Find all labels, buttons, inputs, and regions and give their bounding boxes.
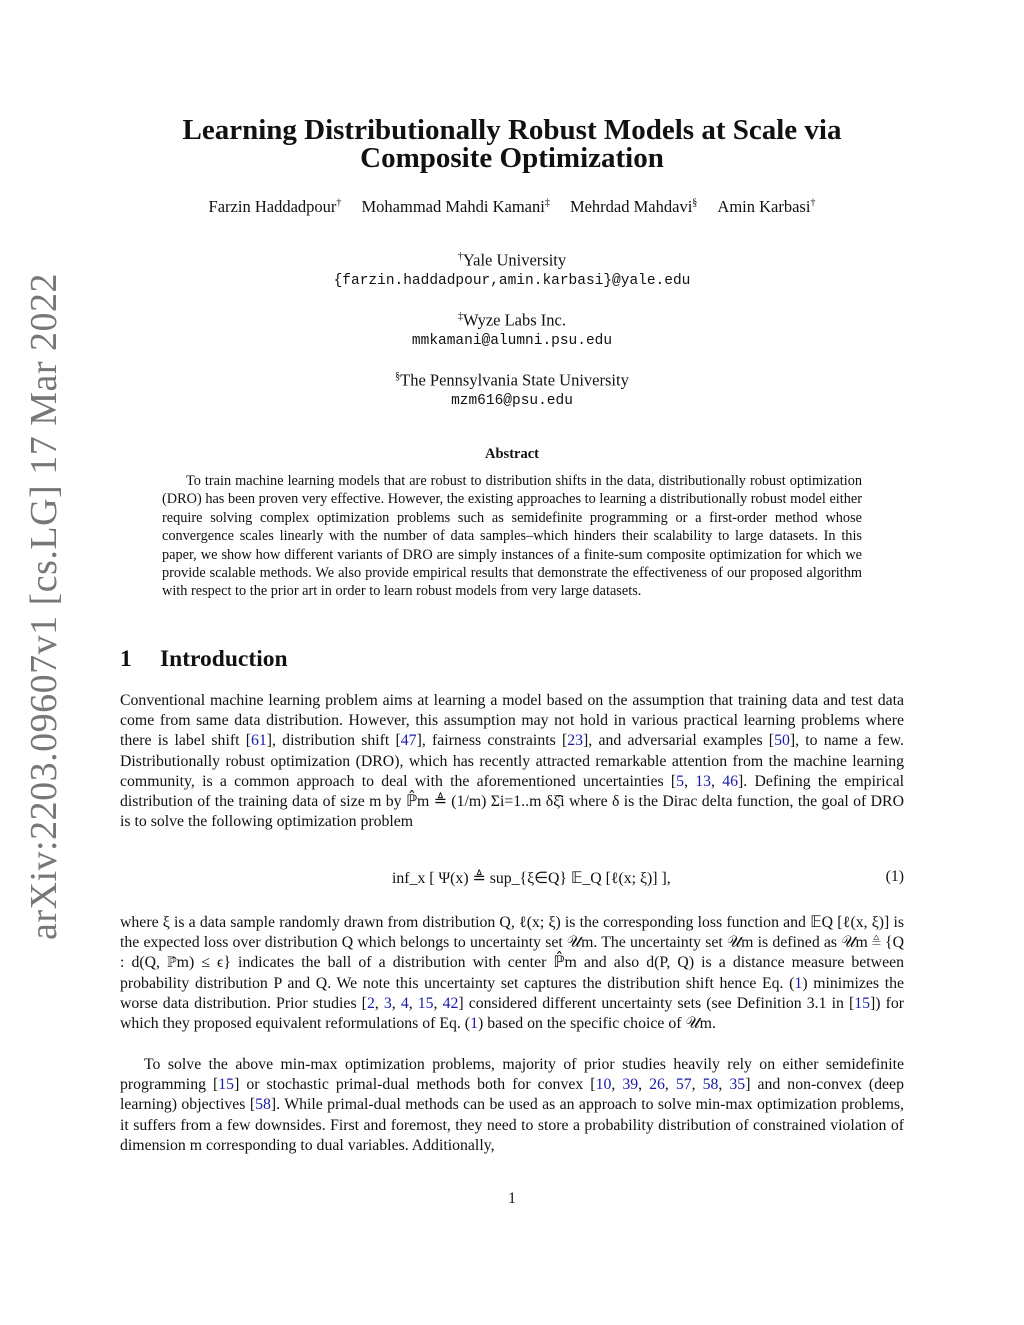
citation-link[interactable]: 61 xyxy=(250,732,267,750)
paragraph-3: To solve the above min-max optimization problems, majority of prior studies heavily rely on either semidefinite programming [15] or stochastic primal-dual methods both for convex [10, 39, 26, 57, 58, 35] and non-convex (deep learning) objectives [58]. While primal-dual methods can be used as an approach to solve min-max optimization problems, it suffers from a few downsides. First and foremost, they need to store a probability distribution of constrained violation of dimension m corresponding to dual variables. Additionally, xyxy=(120,1056,904,1154)
citation-link[interactable]: 46 xyxy=(722,772,739,790)
affiliation-email: mzm616@psu.edu xyxy=(451,392,573,409)
affiliation-email: {farzin.haddadpour,amin.karbasi}@yale.edu xyxy=(333,272,691,289)
equation-number: (1) xyxy=(885,868,904,885)
citation-link[interactable]: 23 xyxy=(567,732,584,750)
title-line-2: Composite Optimization xyxy=(360,142,664,174)
equation-link[interactable]: 1 xyxy=(794,974,803,992)
citation-link[interactable]: 26 xyxy=(649,1076,665,1094)
equation-body: inf_x [ Ψ(x) ≜ sup_{ξ∈Q} 𝔼_Q [ℓ(x; ξ)] ], xyxy=(392,870,671,887)
citation-link[interactable]: 50 xyxy=(774,732,790,750)
abstract-text: To train machine learning models that are robust to distribution shifts in the data, distributionally robust optimization (DRO) has been proven very effective. However, the existing approaches to learning a distributionally robust model either require solving complex optimization problems such as semidefinite programming or a first-order method whose convergence scales linearly with the number of data samples–which hinders their scalability to large datasets. In this paper, we show how different variants of DRO are simply instances of a finite-sum composite optimization for which we provide scalable methods. We also provide empirical results that demonstrate the effectiveness of our proposed algorithm with respect to the prior art in order to learn robust models from very large datasets. xyxy=(162,473,862,600)
citation-link[interactable]: 42 xyxy=(442,994,459,1012)
empirical-distribution-formula: ℙ̂m ≜ (1/m) Σi=1..m δξ̂i xyxy=(405,793,565,811)
section-title: Introduction xyxy=(160,646,288,672)
affiliation: †Yale University {farzin.haddadpour,amin.karbasi}@yale.edu xyxy=(120,247,904,291)
paragraph-1: Conventional machine learning problem aims at learning a model based on the assumption that training data and test data come from same data distribution. However, this assumption may not hold in various practical learning problems where there is label shift [61], distribution shift [47], fairness constraints [23], and adversarial examples [50], to name a few. Distributionally robust optimization (DRO), which has recently attracted remarkable attention from the machine learning community, is a common approach to deal with the aforementioned uncertainties [5, 13, 46]. Defining the empirical distribution of the training data of size m by ℙ̂m ≜ (1/m) Σi=1..m δξ̂i where δ is the Dirac delta function, the goal of DRO is to solve the following optimization problem xyxy=(120,692,905,831)
arxiv-identifier: arXiv:2203.09607v1 [cs.LG] 17 Mar 2022 xyxy=(23,272,65,940)
citation-link[interactable]: 3 xyxy=(383,994,392,1012)
citation-link[interactable]: 4 xyxy=(400,994,409,1012)
author: Mehrdad Mahdavi§ xyxy=(569,197,698,216)
citation-link[interactable]: 2 xyxy=(366,994,375,1012)
affiliation: §The Pennsylvania State University mzm616@psu.edu xyxy=(120,367,904,411)
abstract-heading: Abstract xyxy=(485,446,539,462)
title-line-1: Learning Distributionally Robust Models at Scale via xyxy=(182,114,842,146)
citation-link[interactable]: 57 xyxy=(675,1076,692,1094)
page-number: 1 xyxy=(508,1190,516,1207)
paper-title xyxy=(120,116,904,172)
citation-link[interactable]: 47 xyxy=(400,732,417,750)
equation-link[interactable]: 1 xyxy=(470,1015,478,1033)
section-number: 1 xyxy=(120,646,132,672)
citation-link[interactable]: 10 xyxy=(595,1076,612,1094)
citation-link[interactable]: 13 xyxy=(695,772,712,790)
paragraph-2: where ξ is a data sample randomly drawn from distribution Q, ℓ(x; ξ) is the corresponding loss function and 𝔼Q [ℓ(x, ξ)] is the expected loss over distribution Q which belongs to uncertainty set 𝒰m. The uncertainty set 𝒰m is defined as 𝒰m ≜ {Q : d(Q, ℙ̂m) ≤ ϵ} indicates the ball of a distribution with center ℙ̂m and also d(P, Q) is a distance measure between probability distribution P and Q. We note this uncertainty set captures the distribution shift hence Eq. (1) minimizes the worse data distribution. Prior studies [2, 3, 4, 15, 42] considered different uncertainty sets (see Definition 3.1 in [15]) for which they proposed equivalent reformulations of Eq. (1) based on the specific choice of 𝒰m. xyxy=(120,914,905,1033)
citation-link[interactable]: 15 xyxy=(854,994,871,1012)
author-list xyxy=(120,197,904,217)
author: Farzin Haddadpour† xyxy=(208,197,342,216)
author: Mohammad Mahdi Kamani‡ xyxy=(361,197,550,216)
affiliation: ‡Wyze Labs Inc. mmkamani@alumni.psu.edu xyxy=(120,307,904,351)
section-heading xyxy=(120,646,288,673)
citation-link[interactable]: 5 xyxy=(676,772,685,790)
citation-link[interactable]: 58 xyxy=(702,1076,719,1094)
citation-link[interactable]: 15 xyxy=(218,1076,235,1094)
citation-link[interactable]: 35 xyxy=(729,1076,746,1094)
citation-link[interactable]: 39 xyxy=(622,1076,639,1094)
author: Amin Karbasi† xyxy=(717,197,816,216)
citation-link[interactable]: 58 xyxy=(255,1096,271,1114)
affiliation-email: mmkamani@alumni.psu.edu xyxy=(411,332,613,349)
citation-link[interactable]: 15 xyxy=(417,994,434,1012)
